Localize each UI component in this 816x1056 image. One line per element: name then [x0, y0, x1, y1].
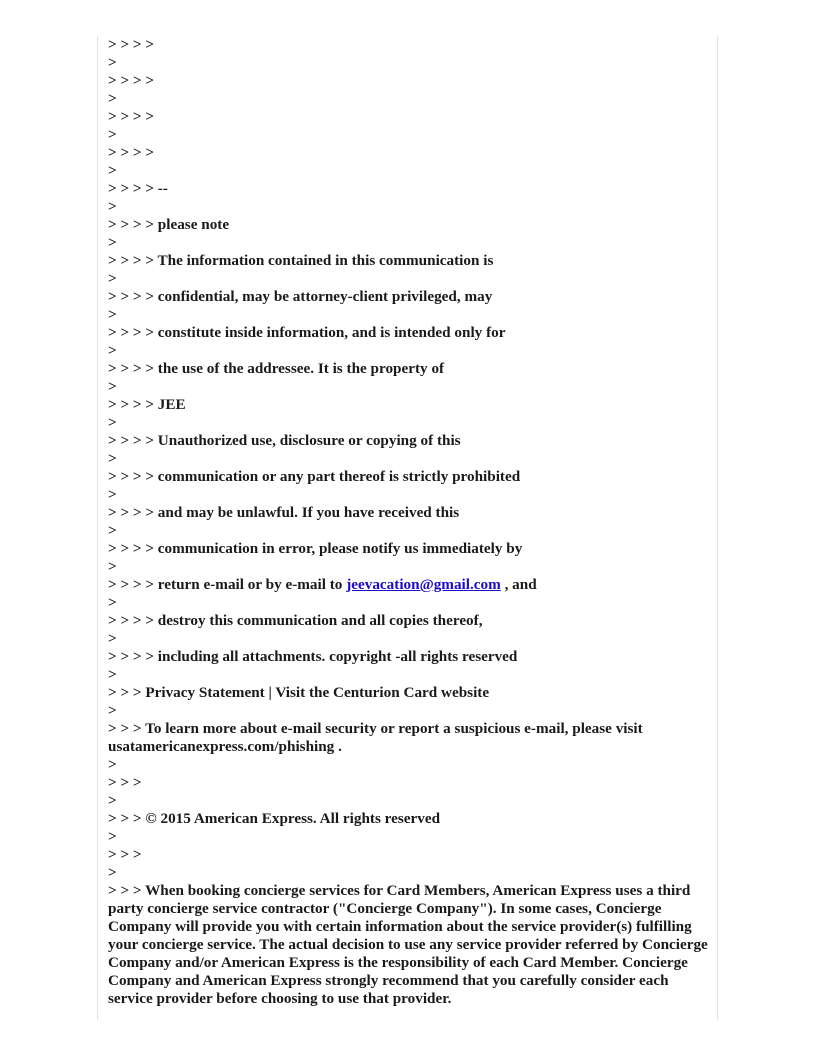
quoted-line: >	[108, 378, 117, 395]
disclaimer-line: > > > > communication in error, please notify us immediately by	[108, 540, 523, 557]
disclaimer-line: > > > > The information contained in this communication is	[108, 252, 494, 269]
return-email-prefix: > > > > return e-mail or by e-mail to	[108, 576, 347, 593]
quoted-line: >	[108, 630, 117, 647]
disclaimer-line: > > > > JEE	[108, 396, 186, 413]
disclaimer-line: > > > > and may be unlawful. If you have received this	[108, 504, 460, 521]
disclaimer-line: > > > > communication or any part thereof is strictly prohibited	[108, 468, 521, 485]
quoted-line: >	[108, 594, 117, 611]
signature-separator: > > > > --	[108, 180, 168, 197]
quoted-line: >	[108, 270, 117, 287]
quoted-line: >	[108, 198, 117, 215]
quoted-line: >	[108, 864, 117, 881]
return-email-line	[108, 576, 712, 594]
disclaimer-line: > > > > including all attachments. copyright -all rights reserved	[108, 648, 518, 665]
quoted-line: > > >	[108, 846, 142, 863]
copyright-line: > > > © 2015 American Express. All rights reserved	[108, 810, 441, 827]
quoted-line: >	[108, 90, 117, 107]
email-body	[108, 36, 712, 1008]
quoted-line: > > > >	[108, 72, 155, 89]
quoted-line: >	[108, 666, 117, 683]
quoted-line: >	[108, 558, 117, 575]
disclaimer-line: > > > > confidential, may be attorney-client privileged, may	[108, 288, 493, 305]
disclaimer-line: > > > > Unauthorized use, disclosure or copying of this	[108, 432, 461, 449]
quoted-line: >	[108, 54, 117, 71]
quoted-line: >	[108, 414, 117, 431]
disclaimer-line: > > > > constitute inside information, and is intended only for	[108, 324, 506, 341]
quoted-line: >	[108, 486, 117, 503]
quoted-line: > > > >	[108, 36, 155, 53]
quoted-line: > > > >	[108, 144, 155, 161]
quoted-line: >	[108, 522, 117, 539]
disclaimer-heading: > > > > please note	[108, 216, 230, 233]
quoted-line: >	[108, 342, 117, 359]
quoted-line: >	[108, 306, 117, 323]
quoted-line: >	[108, 162, 117, 179]
quoted-line: > > > >	[108, 108, 155, 125]
disclaimer-line: > > > > destroy this communication and all copies thereof,	[108, 612, 483, 629]
quoted-line: >	[108, 756, 117, 773]
quoted-line: >	[108, 234, 117, 251]
quoted-line: >	[108, 702, 117, 719]
quoted-line: >	[108, 828, 117, 845]
return-email-suffix: , and	[500, 576, 537, 593]
disclaimer-line: > > > > the use of the addressee. It is the property of	[108, 360, 445, 377]
quoted-line: >	[108, 792, 117, 809]
privacy-statement-line: > > > Privacy Statement | Visit the Centurion Card website	[108, 684, 490, 701]
email-link[interactable]: jeevacation@gmail.com	[346, 576, 501, 593]
quoted-line: >	[108, 126, 117, 143]
phishing-paragraph: > > > To learn more about e-mail security or report a suspicious e-mail, please visit usatamericanexpress.com/phishing .	[108, 720, 643, 755]
quoted-line: >	[108, 450, 117, 467]
quoted-line: > > >	[108, 774, 142, 791]
concierge-paragraph: > > > When booking concierge services for Card Members, American Express uses a third party concierge service contractor ("Concierge Company"). In some cases, Concierge Company will provide you with certain information about the service provider(s) fulfilling your concierge service. The actual decision to use any service provider referred by Concierge Company and/or American Express is the responsibility of each Card Member. Concierge Company and American Express strongly recommend that you carefully consider each service provider before choosing to use that provider.	[108, 882, 708, 1007]
